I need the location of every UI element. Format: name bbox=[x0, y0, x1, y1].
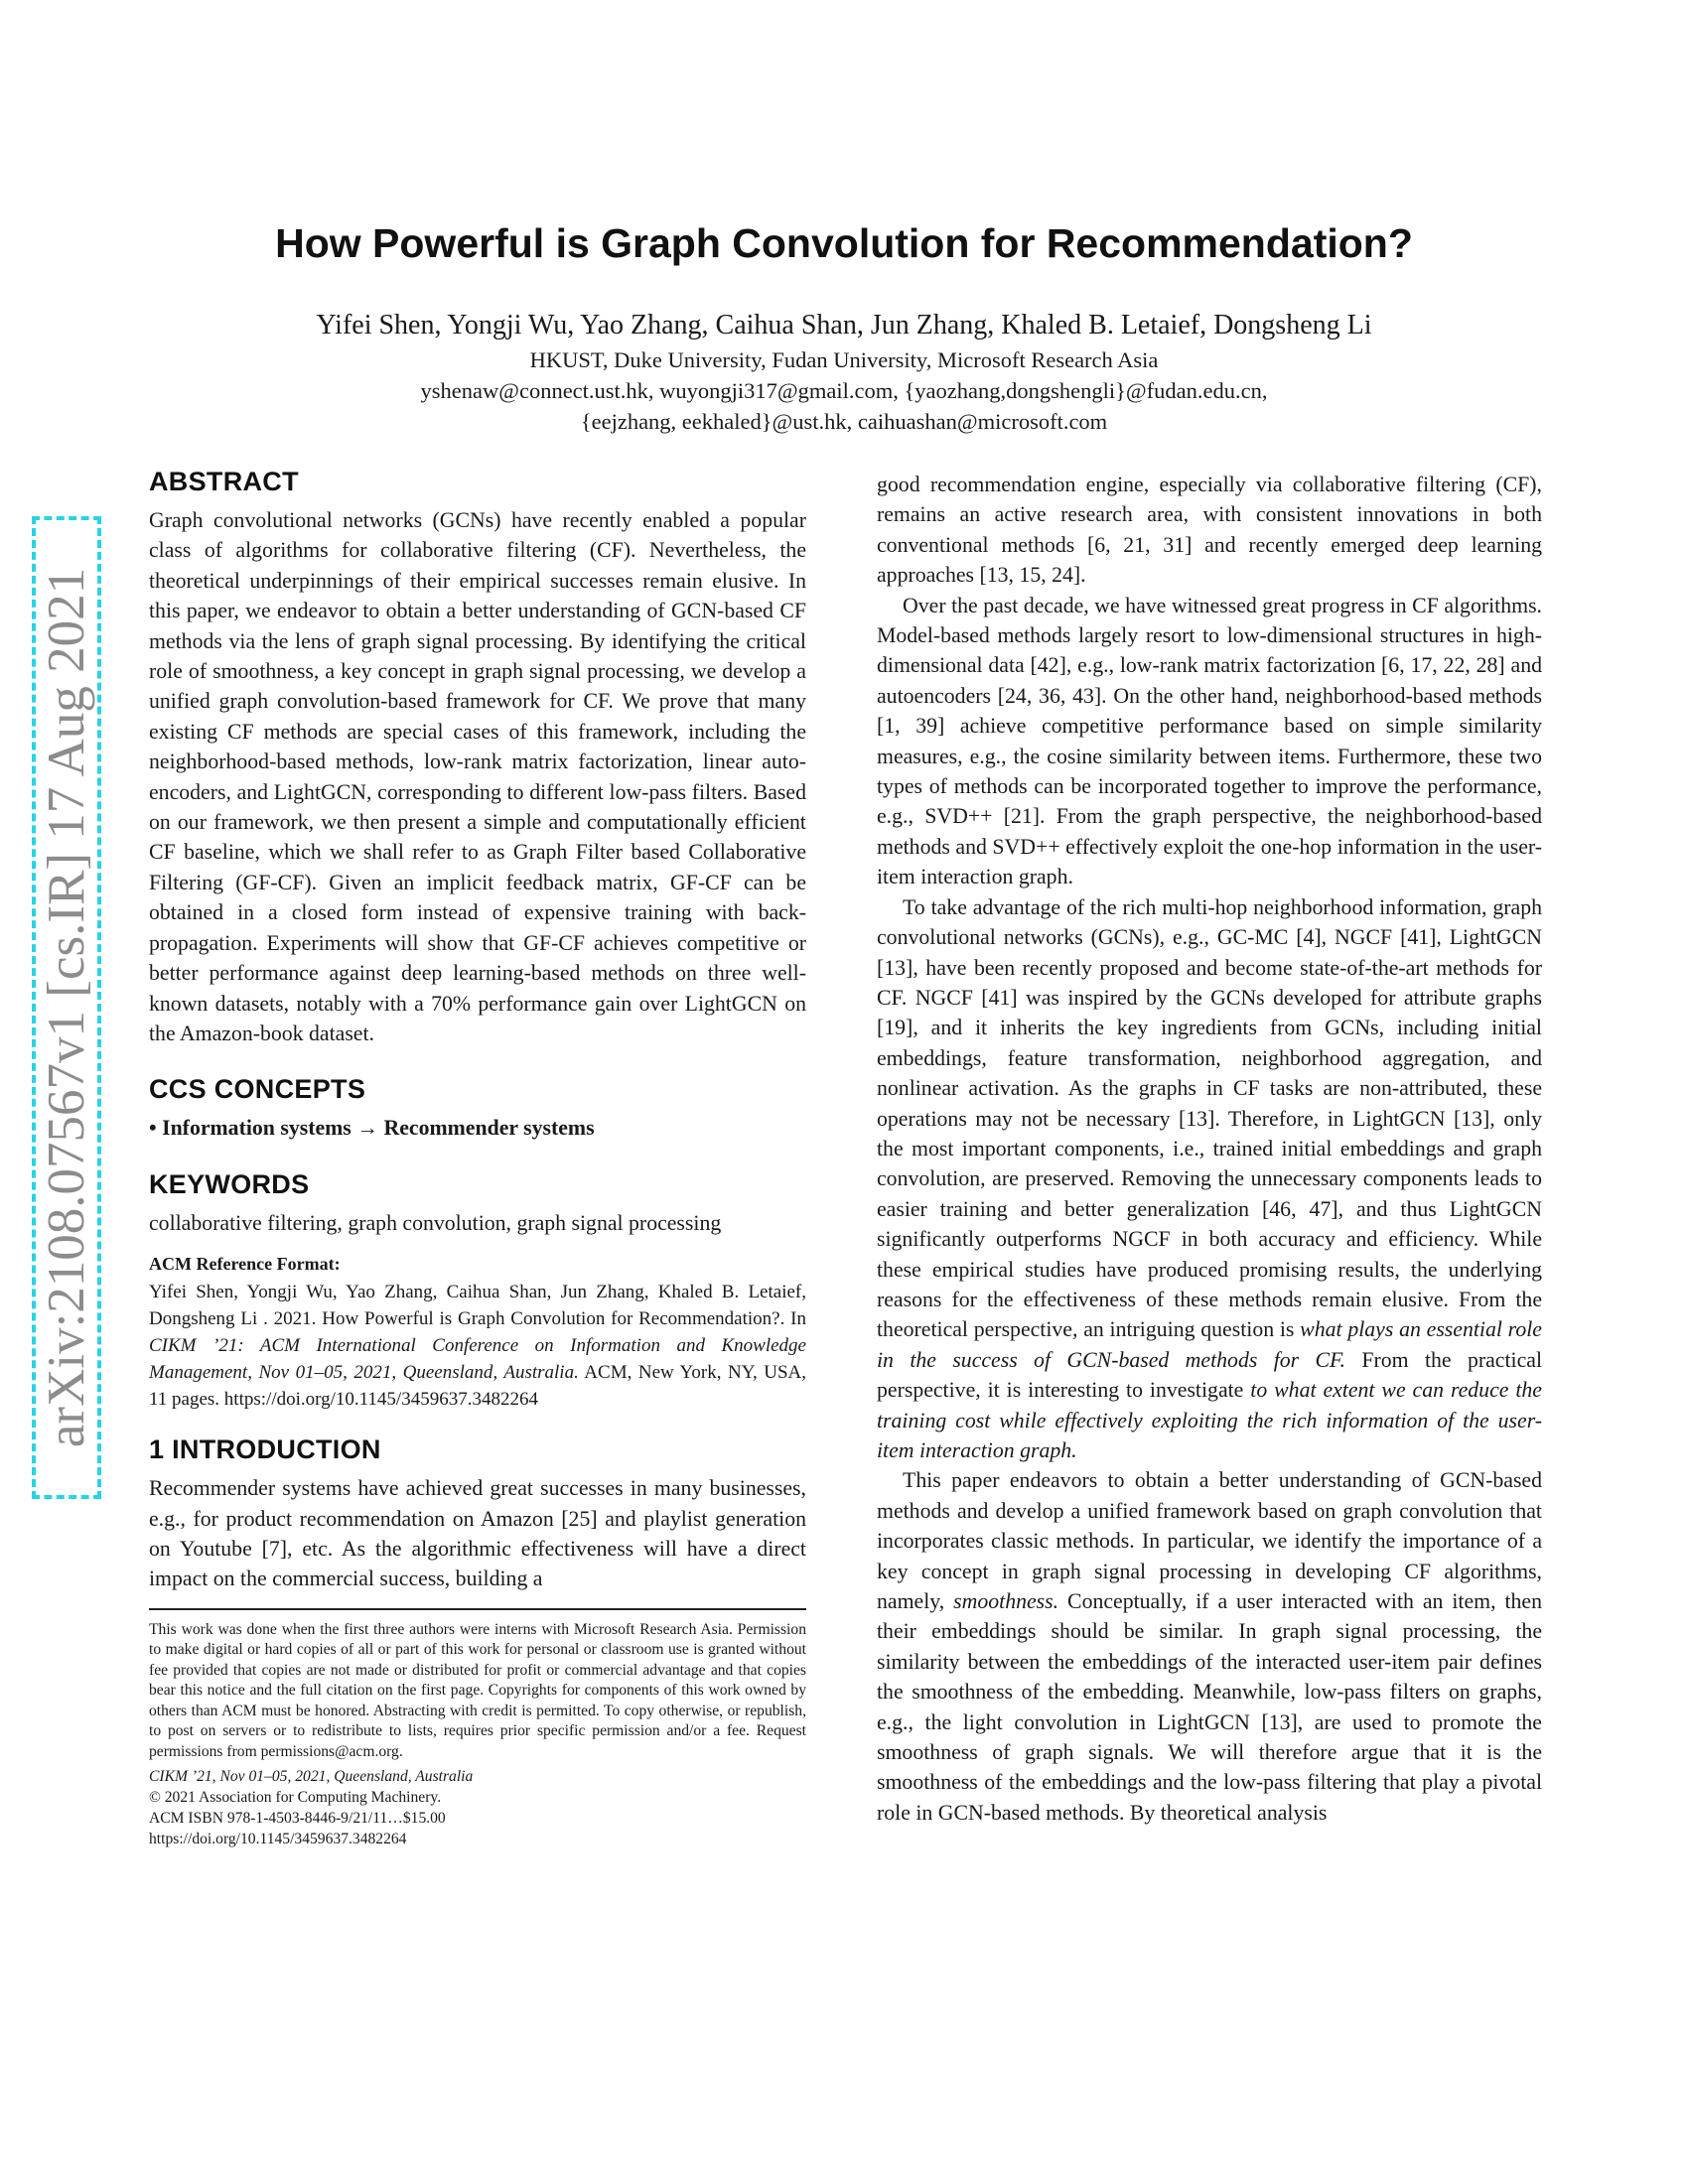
intro-paragraph-4-part-a: This paper endeavors to obtain a better understanding of GCN-based methods and develop a unified framework based on graph convolution that incorporates classic methods. In particular, we identify the importance of a key concept in graph signal processing in developing CF algorithms, namely, bbox=[877, 1468, 1542, 1614]
intro-paragraph-4 bbox=[877, 1465, 1542, 1828]
footnote-divider bbox=[149, 1608, 806, 1610]
acm-reference-venue: CIKM ’21: ACM International Conference on Information and Knowledge Management, Nov 01–05, 2021, Queensland, Australia. bbox=[149, 1335, 806, 1384]
acm-reference-text bbox=[149, 1279, 806, 1413]
arxiv-identifier-stamp: arXiv:2108.07567v1 [cs.IR] 17 Aug 2021 bbox=[32, 516, 101, 1499]
keywords-heading: KEYWORDS bbox=[149, 1168, 310, 1199]
intro-paragraph-3-emphasis-1: what plays an essential role in the success of GCN-based methods for CF. bbox=[877, 1317, 1542, 1372]
acm-reference-tail: ACM, New York, NY, USA, 11 pages. https://doi.org/10.1145/3459637.3482264 bbox=[149, 1362, 807, 1411]
left-column bbox=[149, 467, 806, 1849]
intro-paragraph-2: Over the past decade, we have witnessed great progress in CF algorithms. Model-based methods largely resort to low-dimensional structures in high-dimensional data [42], e.g., low-rank matrix factorization [6, 17, 22, 28] and autoencoders [24, 36, 43]. On the other hand, neighborhood-based methods [1, 39] achieve competitive performance based on simple similarity measures, e.g., the cosine similarity between items. Furthermore, these two types of methods can be incorporated together to improve the performance, e.g., SVD++ [21]. From the graph perspective, the neighborhood-based methods and SVD++ effectively exploit the one-hop information in the user-item interaction graph. bbox=[877, 593, 1542, 889]
intro-paragraph-4-emphasis: smoothness. bbox=[953, 1589, 1059, 1614]
introduction-left-text: Recommender systems have achieved great successes in many businesses, e.g., for product recommendation on Amazon [25] and playlist generation on Youtube [7], etc. As the algorithmic effectiveness will have a direct impact on the commercial success, building a bbox=[149, 1476, 806, 1591]
introduction-heading: 1 INTRODUCTION bbox=[149, 1434, 381, 1465]
isbn-footnote: ACM ISBN 978-1-4503-8446-9/21/11…$15.00 bbox=[149, 1810, 446, 1828]
intro-paragraph-1: good recommendation engine, especially via collaborative filtering (CF), remains an active research area, with consistent innovations in both conventional methods [6, 21, 31] and recently emerged deep learning approaches [13, 15, 24]. bbox=[877, 473, 1542, 588]
acm-reference-heading: ACM Reference Format: bbox=[149, 1254, 341, 1275]
keywords-text: collaborative filtering, graph convolution, graph signal processing bbox=[149, 1210, 722, 1235]
author-list: Yifei Shen, Yongji Wu, Yao Zhang, Caihua Shan, Jun Zhang, Khaled B. Letaief, Dongsheng Li bbox=[316, 310, 1372, 341]
intro-paragraph-3 bbox=[877, 892, 1542, 1466]
copyright-footnote: © 2021 Association for Computing Machinery. bbox=[149, 1789, 442, 1807]
intro-paragraph-4-part-b: Conceptually, if a user interacted with an item, then their embeddings should be similar. In graph signal processing, the similarity between the embeddings of the interacted user-item pair defines the smoothness of the embedding. Meanwhile, low-pass filters on graphs, e.g., the light convolution in LightGCN [13], are used to promote the smoothness of graph signals. We will therefore argue that it is the smoothness of the embeddings and the low-pass filtering that play a pivotal role in GCN-based methods. By theoretical analysis bbox=[877, 1589, 1542, 1825]
acm-reference-authors: Yifei Shen, Yongji Wu, Yao Zhang, Caihua Shan, Jun Zhang, Khaled B. Letaief, Dongsheng Li . 2021. How Powerful is Graph Convolution for Recommendation?. In bbox=[149, 1282, 806, 1330]
affiliations: HKUST, Duke University, Fudan University, Microsoft Research Asia bbox=[529, 347, 1159, 372]
ccs-concepts-heading: CCS CONCEPTS bbox=[149, 1074, 366, 1105]
conference-footnote: CIKM ’21, Nov 01–05, 2021, Queensland, Australia bbox=[149, 1768, 474, 1786]
author-emails-line-2: {eejzhang, eekhaled}@ust.hk, caihuashan@microsoft.com bbox=[580, 409, 1108, 434]
author-emails-line-1: yshenaw@connect.ust.hk, wuyongji317@gmail.com, {yaozhang,dongshengli}@fudan.edu.cn, bbox=[420, 378, 1268, 403]
right-column bbox=[877, 470, 1542, 1828]
permission-footnote: This work was done when the first three authors were interns with Microsoft Research Asia. Permission to make digital or hard copies of all or part of this work for personal or classroom use is granted without fee provided that copies are not made or distributed for profit or commercial advantage and that copies bear this notice and the full citation on the first page. Copyrights for components of this work owned by others than ACM must be honored. Abstracting with credit is permitted. To copy otherwise, or republish, to post on servers or to redistribute to lists, requires prior specific permission and/or a fee. Request permissions from permissions@acm.org. bbox=[149, 1620, 806, 1760]
abstract-text: Graph convolutional networks (GCNs) have recently enabled a popular class of algorithms for collaborative filtering (CF). Nevertheless, the theoretical underpinnings of their empirical successes remain elusive. In this paper, we endeavor to obtain a better understanding of GCN-based CF methods via the lens of graph signal processing. By identifying the critical role of smoothness, a key concept in graph signal processing, we develop a unified graph convolution-based framework for CF. We prove that many existing CF methods are special cases of this framework, including the neighborhood-based methods, low-rank matrix factorization, linear auto-encoders, and LightGCN, corresponding to different low-pass filters. Based on our framework, we then present a simple and computationally efficient CF baseline, which we shall refer to as Graph Filter based Collaborative Filtering (GF-CF). Given an implicit feedback matrix, GF-CF can be obtained in a closed form instead of expensive training with back-propagation. Experiments will show that GF-CF achieves competitive or better performance against deep learning-based methods on three well-known datasets, notably with a 70% performance gain over LightGCN on the Amazon-book dataset. bbox=[149, 508, 806, 1045]
ccs-concepts-text: • Information systems → Recommender systems bbox=[149, 1116, 595, 1141]
doi-footnote: https://doi.org/10.1145/3459637.3482264 bbox=[149, 1831, 407, 1848]
intro-paragraph-3-emphasis-2: to what extent we can reduce the training cost while effectively exploiting the rich information of the user-item interaction graph. bbox=[877, 1378, 1542, 1462]
paper-title: How Powerful is Graph Convolution for Recommendation? bbox=[275, 220, 1413, 266]
intro-paragraph-3-part-a: To take advantage of the rich multi-hop neighborhood information, graph convolutional networks (GCNs), e.g., GC-MC [4], NGCF [41], LightGCN [13], have been recently proposed and become state-of-the-art methods for CF. NGCF [41] was inspired by the GCNs developed for attribute graphs [19], and it inherits the key ingredients from GCNs, including initial embeddings, feature transformation, neighborhood aggregation, and nonlinear activation. As the graphs in CF tasks are non-attributed, these operations may not be necessary [13]. Therefore, in LightGCN [13], only the most important components, i.e., trained initial embeddings and graph convolution, are preserved. Removing the unnecessary components leads to easier training and better generalization [46, 47], and thus LightGCN significantly outperforms NGCF in both accuracy and efficiency. While these empirical studies have produced promising results, the underlying reasons for the effectiveness of these methods remain elusive. From the theoretical perspective, an intriguing question is bbox=[877, 894, 1542, 1342]
intro-paragraph-3-part-b: From the practical perspective, it is interesting to investigate bbox=[877, 1347, 1542, 1403]
abstract-heading: ABSTRACT bbox=[149, 467, 299, 496]
